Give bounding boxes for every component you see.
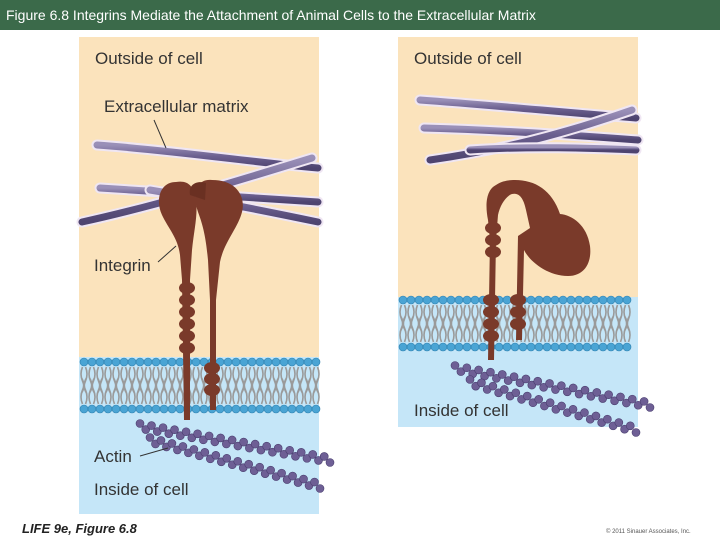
lipid-head [519, 343, 527, 351]
lipid-head [431, 296, 439, 304]
lipid-head [288, 358, 296, 366]
lipid-head [623, 296, 631, 304]
integrin-bead [483, 330, 499, 342]
lipid-head [200, 405, 208, 413]
actin-subunit [245, 460, 253, 468]
lipid-head [511, 343, 519, 351]
actin-subunit [569, 384, 577, 392]
actin-subunit [486, 368, 494, 376]
actin-subunit [500, 385, 508, 393]
lipid-head [567, 296, 575, 304]
actin-subunit [240, 438, 248, 446]
lipid-head [160, 358, 168, 366]
lipid-head [216, 405, 224, 413]
actin-subunit [201, 448, 209, 456]
actin-subunit [168, 439, 176, 447]
integrin-bead [179, 318, 195, 330]
actin-subunit [557, 382, 565, 390]
lipid-head [471, 343, 479, 351]
lipid-head [152, 405, 160, 413]
lipid-head [599, 296, 607, 304]
actin-subunit [179, 442, 187, 450]
lipid-head [296, 358, 304, 366]
lipid-head [575, 296, 583, 304]
lipid-head [559, 296, 567, 304]
lipid-head [479, 343, 487, 351]
actin-subunit [297, 448, 305, 456]
lipid-head [312, 358, 320, 366]
lipid-head [112, 358, 120, 366]
lipid-head [176, 358, 184, 366]
lipid-head [280, 405, 288, 413]
lipid-head [144, 358, 152, 366]
lipid-head [439, 296, 447, 304]
lipid-head [160, 405, 168, 413]
lipid-head [527, 296, 535, 304]
actin-subunit [146, 434, 154, 442]
actin-subunit [626, 422, 634, 430]
integrin-bead [204, 373, 220, 385]
lipid-head [607, 343, 615, 351]
lipid-head [88, 358, 96, 366]
lipid-head [583, 296, 591, 304]
lipid-head [591, 296, 599, 304]
lipid-head [543, 296, 551, 304]
lipid-head [463, 296, 471, 304]
lipid-head [304, 358, 312, 366]
left-panel [79, 37, 334, 514]
lipid-head [256, 405, 264, 413]
lipid-head [176, 405, 184, 413]
lipid-head [407, 296, 415, 304]
lipid-head [615, 343, 623, 351]
lipid-head [399, 343, 407, 351]
lipid-head [128, 358, 136, 366]
lipid-head [168, 358, 176, 366]
lipid-head [264, 405, 272, 413]
integrin-bead [485, 222, 501, 234]
actin-subunit [316, 485, 324, 493]
figure-reference: LIFE 9e, Figure 6.8 [22, 521, 137, 536]
lipid-head [463, 343, 471, 351]
lipid-head [304, 405, 312, 413]
integrin-bead [179, 330, 195, 342]
actin-subunit [592, 412, 600, 420]
actin-subunit [581, 386, 589, 394]
integrin-bead [179, 306, 195, 318]
lipid-head [112, 405, 120, 413]
lipid-head [192, 405, 200, 413]
actin-subunit [463, 364, 471, 372]
lipid-head [503, 296, 511, 304]
integrin-bead [179, 294, 195, 306]
lipid-head [431, 343, 439, 351]
actin-subunit [569, 405, 577, 413]
lipid-head [88, 405, 96, 413]
integrin-bead [204, 362, 220, 374]
lipid-head [399, 296, 407, 304]
lipid-head [551, 296, 559, 304]
actin-subunit [615, 419, 623, 427]
actin-subunit [217, 434, 225, 442]
actin-subunit [522, 375, 530, 383]
actin-subunit [546, 399, 554, 407]
actin-subunit [535, 395, 543, 403]
integrin-label: Integrin [94, 256, 151, 275]
ecm-fiber [470, 148, 636, 150]
lipid-head [272, 405, 280, 413]
actin-subunit [278, 469, 286, 477]
lipid-head [559, 343, 567, 351]
actin-subunit [326, 459, 334, 467]
lipid-head [296, 405, 304, 413]
actin-subunit [632, 429, 640, 437]
lipid-head [551, 343, 559, 351]
actin-subunit [263, 442, 271, 450]
lipid-head [503, 343, 511, 351]
lipid-head [272, 358, 280, 366]
right-panel [398, 37, 654, 437]
actin-subunit [523, 392, 531, 400]
actin-subunit [300, 475, 308, 483]
lipid-head [248, 358, 256, 366]
actin-subunit [451, 362, 459, 370]
lipid-head [248, 405, 256, 413]
actin-subunit [171, 426, 179, 434]
lipid-head [104, 358, 112, 366]
lipid-head [104, 405, 112, 413]
lipid-head [240, 358, 248, 366]
lipid-head [567, 343, 575, 351]
actin-subunit [182, 428, 190, 436]
lipid-head [455, 343, 463, 351]
lipid-head [527, 343, 535, 351]
actin-subunit [512, 389, 520, 397]
actin-subunit [475, 366, 483, 374]
integrin-bead [483, 306, 499, 318]
figure-title: Figure 6.8 Integrins Mediate the Attachment of Animal Cells to the Extracellular Matrix [0, 0, 720, 30]
lipid-head [495, 343, 503, 351]
actin-subunit [311, 478, 319, 486]
lipid-head [120, 405, 128, 413]
integrin-bead [510, 306, 526, 318]
actin-subunit [580, 409, 588, 417]
actin-subunit [223, 454, 231, 462]
lipid-head [583, 343, 591, 351]
lipid-head [224, 405, 232, 413]
actin-subunit [466, 376, 474, 384]
lipid-head [599, 343, 607, 351]
lipid-head [623, 343, 631, 351]
actin-subunit [159, 424, 167, 432]
actin-subunit [190, 445, 198, 453]
lipid-head [415, 296, 423, 304]
actin-subunit [148, 422, 156, 430]
lipid-head [439, 343, 447, 351]
integrin-bead [485, 246, 501, 258]
actin-subunit [477, 379, 485, 387]
lipid-head [232, 405, 240, 413]
lipid-head [455, 296, 463, 304]
actin-subunit [251, 440, 259, 448]
actin-subunit [498, 370, 506, 378]
lipid-head [615, 296, 623, 304]
right-inside-label: Inside of cell [414, 401, 509, 420]
lipid-head [288, 405, 296, 413]
lipid-head [128, 405, 136, 413]
integrin-bead [483, 294, 499, 306]
right-outside-label: Outside of cell [414, 49, 522, 68]
lipid-head [256, 358, 264, 366]
actin-subunit [136, 420, 144, 428]
lipid-head [192, 358, 200, 366]
lipid-head [136, 358, 144, 366]
actin-subunit [228, 436, 236, 444]
actin-label: Actin [94, 447, 132, 466]
lipid-head [415, 343, 423, 351]
copyright-notice: © 2011 Sinauer Associates, Inc. [606, 529, 691, 535]
lipid-head [96, 358, 104, 366]
lipid-head [312, 405, 320, 413]
actin-subunit [489, 382, 497, 390]
ecm-label: Extracellular matrix [104, 97, 249, 116]
lipid-head [543, 343, 551, 351]
actin-subunit [616, 393, 624, 401]
lipid-head [96, 405, 104, 413]
lipid-head [471, 296, 479, 304]
lipid-head [120, 358, 128, 366]
actin-subunit [212, 451, 220, 459]
lipid-head [575, 343, 583, 351]
actin-subunit [510, 373, 518, 381]
actin-subunit [267, 466, 275, 474]
actin-subunit [646, 404, 654, 412]
lipid-head [423, 296, 431, 304]
actin-subunit [640, 397, 648, 405]
integrin-bead [510, 294, 526, 306]
lipid-head [136, 405, 144, 413]
lipid-head [144, 405, 152, 413]
left-outside-label: Outside of cell [95, 49, 203, 68]
actin-subunit [205, 432, 213, 440]
lipid-head [232, 358, 240, 366]
lipid-head [591, 343, 599, 351]
lipid-head [407, 343, 415, 351]
actin-subunit [256, 463, 264, 471]
actin-subunit [558, 402, 566, 410]
actin-subunit [289, 472, 297, 480]
actin-subunit [546, 379, 554, 387]
lipid-head [240, 405, 248, 413]
lipid-head [152, 358, 160, 366]
integrin-bead [179, 282, 195, 294]
lipid-head [423, 343, 431, 351]
actin-subunit [534, 377, 542, 385]
actin-subunit [194, 430, 202, 438]
actin-subunit [286, 446, 294, 454]
actin-subunit [628, 395, 636, 403]
lipid-head [535, 343, 543, 351]
actin-subunit [603, 415, 611, 423]
integrin-bead [179, 342, 195, 354]
lipid-head [280, 358, 288, 366]
actin-subunit [234, 457, 242, 465]
actin-subunit [157, 436, 165, 444]
integrin-bead [485, 234, 501, 246]
integrin-bead [483, 318, 499, 330]
lipid-head [447, 296, 455, 304]
lipid-head [168, 405, 176, 413]
actin-subunit [593, 388, 601, 396]
lipid-head [80, 358, 88, 366]
lipid-head [535, 296, 543, 304]
lipid-head [607, 296, 615, 304]
actin-subunit [274, 444, 282, 452]
left-inside-label: Inside of cell [94, 480, 189, 499]
actin-subunit [605, 391, 613, 399]
actin-subunit [320, 452, 328, 460]
actin-subunit [309, 450, 317, 458]
lipid-head [447, 343, 455, 351]
integrin-bead [204, 384, 220, 396]
lipid-head [264, 358, 272, 366]
lipid-head [224, 358, 232, 366]
lipid-head [80, 405, 88, 413]
integrin-bead [510, 318, 526, 330]
